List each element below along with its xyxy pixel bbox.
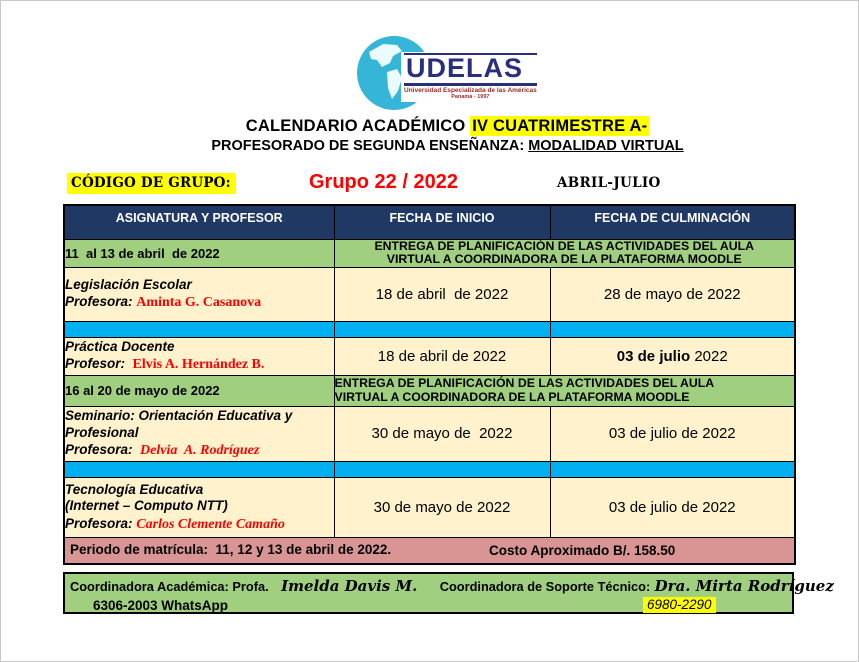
matricula-cell	[64, 537, 795, 564]
group-code-row	[1, 172, 859, 198]
calendar-table	[63, 204, 796, 565]
spacer-cell	[550, 321, 795, 337]
document-titles	[1, 117, 859, 154]
planning-1-note-line1: ENTREGA DE PLANIFICACIÓN DE LAS ACTIVIDADES DEL AULA	[374, 238, 755, 253]
group-code-value: Grupo 22 / 2022	[309, 171, 458, 193]
spacer-cell	[64, 461, 334, 477]
planning-1-note-line2: VIRTUAL A COORDINADORA DE LA PLATAFORMA MOODLE	[386, 252, 742, 266]
course-title: Legislación Escolar	[65, 276, 192, 292]
course-title: Práctica Docente	[65, 338, 175, 354]
seminario-end-date: 03 de julio de 2022	[550, 406, 795, 461]
professor-role: Profesora:	[65, 442, 137, 457]
professor-line	[65, 441, 334, 459]
professor-line	[65, 293, 334, 311]
planning-row-2	[64, 375, 795, 406]
planning-2-note-line2: VIRTUAL A COORDINADORA DE LA PLATAFORMA MOODLE	[334, 389, 690, 404]
support-coordinator-name: Dra. Mirta Rodríguez	[654, 577, 834, 595]
tecnologia-course-cell	[64, 477, 334, 537]
planning-row-1	[64, 239, 795, 267]
header-fecha-culminacion: FECHA DE CULMINACIÓN	[550, 205, 795, 239]
matricula-row	[64, 537, 795, 564]
spacer-cell	[334, 321, 550, 337]
practica-end-bold: 03 de julio	[616, 347, 691, 365]
tecnologia-start-date: 30 de mayo de 2022	[334, 477, 550, 537]
course-row-tecnologia	[64, 477, 795, 537]
udelas-tagline: Universidad Especializada de las Américas	[404, 86, 537, 94]
legislacion-end-date: 28 de mayo de 2022	[550, 267, 795, 321]
spacer-row-blue	[64, 321, 795, 337]
group-code-label: CÓDIGO DE GRUPO:	[67, 173, 236, 194]
professor-line	[65, 355, 334, 373]
spacer-cell	[64, 321, 334, 337]
professor-line	[65, 515, 334, 533]
coordinators-line	[65, 574, 834, 596]
contact-line	[65, 597, 792, 615]
professor-name: Elvis A. Hernández B.	[132, 357, 265, 373]
practica-end-year: 2022	[690, 347, 728, 365]
seminario-start-date: 30 de mayo de 2022	[334, 406, 550, 461]
header-asignatura: ASIGNATURA Y PROFESOR	[64, 205, 334, 239]
course-row-seminario	[64, 406, 795, 461]
title-line-1	[35, 117, 859, 136]
support-coordinator-label: Coordinadora de Soporte Técnico:	[439, 579, 651, 594]
title-line-1-text: CALENDARIO ACADÉMICO	[245, 117, 471, 135]
title-line-2-text: PROFESORADO DE SEGUNDA ENSEÑANZA:	[211, 138, 529, 154]
legislacion-start-date: 18 de abril de 2022	[334, 267, 550, 321]
professor-role: Profesora:	[65, 515, 137, 531]
practica-course-cell	[64, 337, 334, 375]
header-fecha-inicio: FECHA DE INICIO	[334, 205, 550, 239]
professor-role: Profesora:	[65, 294, 133, 310]
udelas-wordmark-block	[401, 52, 540, 102]
legislacion-course-cell	[64, 267, 334, 321]
title-line-2	[35, 138, 859, 154]
title-line-1-highlight: IV CUATRIMESTRE A-	[472, 117, 648, 135]
support-phone-number: 6980-2290	[643, 597, 716, 613]
course-title: Seminario: Orientación Educativa y Profesional	[65, 408, 293, 440]
matricula-cost-text: Costo Aproximado B/. 158.50	[489, 542, 676, 558]
udelas-year: Panamá - 1997	[451, 93, 490, 100]
professor-role: Profesor:	[65, 356, 126, 372]
practica-end-date	[550, 337, 795, 375]
table-header-row	[64, 205, 795, 239]
course-row-practica	[64, 337, 795, 375]
group-period: ABRIL-JULIO	[557, 175, 661, 191]
planning-2-note-line1: ENTREGA DE PLANIFICACIÓN DE LAS ACTIVIDADES DEL AULA	[334, 376, 715, 390]
professor-name: Delvia A. Rodríguez	[140, 443, 260, 458]
professor-name: Aminta G. Casanova	[136, 295, 262, 311]
title-line-2-underlined: MODALIDAD VIRTUAL	[528, 138, 684, 154]
udelas-wordmark: UDELAS	[404, 53, 537, 86]
course-title-line1: Tecnología Educativa	[65, 481, 204, 497]
planning-1-note	[334, 239, 795, 267]
academic-coordinator-label: Coordinadora Académica: Profa.	[70, 579, 269, 594]
udelas-logo	[357, 36, 540, 110]
planning-2-dates: 16 al 20 de mayo de 2022	[64, 375, 334, 406]
whatsapp-number: 6306-2003 WhatsApp	[93, 598, 229, 613]
professor-name: Carlos Clemente Camaño	[136, 516, 285, 532]
matricula-period-text: Periodo de matrícula: 11, 12 y 13 de abril de 2022.	[70, 542, 392, 558]
course-row-legislacion	[64, 267, 795, 321]
practica-start-date: 18 de abril de 2022	[334, 337, 550, 375]
planning-1-dates: 11 al 13 de abril de 2022	[64, 239, 334, 267]
coordinators-footer	[63, 572, 834, 614]
spacer-cell	[334, 461, 550, 477]
academic-coordinator-name: Imelda Davis M.	[281, 577, 418, 595]
tecnologia-end-date: 03 de julio de 2022	[550, 477, 795, 537]
spacer-row-blue	[64, 461, 795, 477]
spacer-cell	[550, 461, 795, 477]
course-title-line2: (Internet – Computo NTT)	[65, 498, 228, 513]
planning-2-note	[334, 375, 795, 406]
seminario-course-cell	[64, 406, 334, 461]
